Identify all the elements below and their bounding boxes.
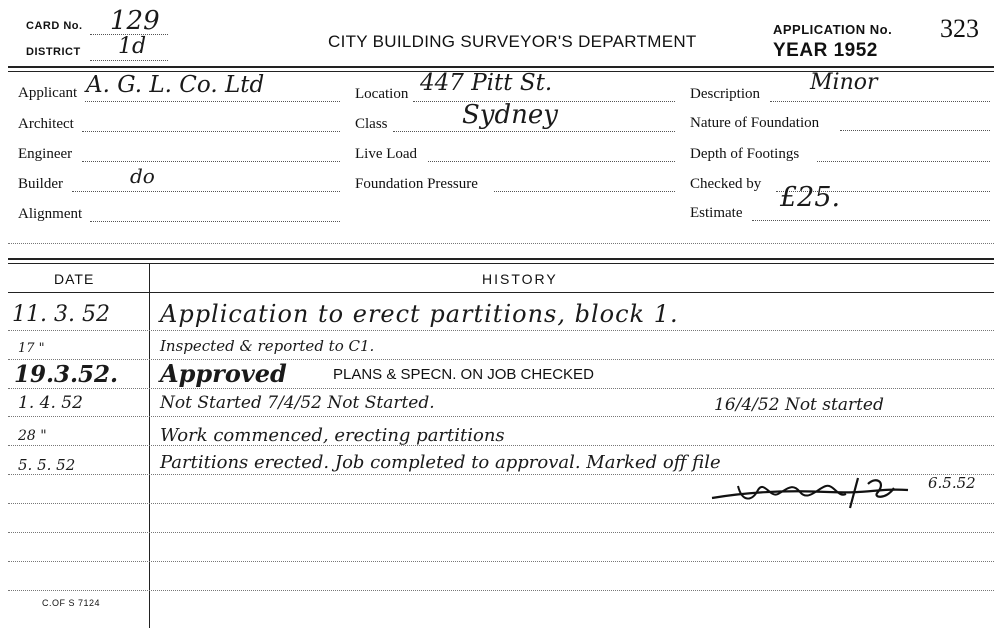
- engineer-label: Engineer: [18, 146, 73, 162]
- live-load-label: Live Load: [355, 146, 418, 162]
- history-date: 28 ": [18, 428, 47, 444]
- application-number: 323: [940, 14, 979, 43]
- history-text: Approved: [160, 359, 287, 388]
- checked-by-label: Checked by: [690, 176, 762, 192]
- applicant-value: A. G. L. Co. Ltd: [86, 72, 265, 98]
- history-date: 1. 4. 52: [18, 393, 83, 413]
- card-no-label: CARD No.: [26, 20, 83, 32]
- architect-label: Architect: [18, 116, 74, 132]
- depth-of-footings-label: Depth of Footings: [690, 146, 800, 162]
- district-label: DISTRICT: [26, 46, 81, 58]
- card-no-value: 129: [110, 6, 160, 36]
- history-column-header: HISTORY: [482, 271, 558, 287]
- builder-value: do: [130, 164, 155, 188]
- history-date: 11. 3. 52: [12, 302, 110, 327]
- history-text: Application to erect partitions, block 1.: [160, 300, 679, 328]
- nature-of-foundation-label: Nature of Foundation: [690, 115, 820, 131]
- description-label: Description: [690, 86, 760, 102]
- history-text-extra: 16/4/52 Not started: [714, 395, 884, 415]
- approval-stamp: PLANS & SPECN. ON JOB CHECKED: [333, 366, 594, 383]
- description-value: Minor: [810, 70, 878, 95]
- year: YEAR 1952: [773, 40, 878, 61]
- history-text: Inspected & reported to C1.: [160, 337, 375, 355]
- location-label: Location: [355, 86, 409, 102]
- class-value: Sydney: [462, 100, 558, 130]
- signature-icon: [708, 468, 938, 514]
- history-date: 17 ": [18, 341, 45, 356]
- history-text: Partitions erected. Job completed to approval. Marked off file: [160, 452, 721, 473]
- estimate-label: Estimate: [690, 205, 743, 221]
- department-title: CITY BUILDING SURVEYOR'S DEPARTMENT: [328, 32, 697, 51]
- foundation-pressure-label: Foundation Pressure: [355, 176, 478, 192]
- date-column-header: DATE: [54, 271, 95, 287]
- location-value: 447 Pitt St.: [420, 70, 553, 96]
- class-label: Class: [355, 116, 388, 132]
- signature-date: 6.5.52: [928, 474, 976, 492]
- applicant-label: Applicant: [18, 85, 78, 101]
- alignment-label: Alignment: [18, 206, 83, 222]
- form-code: C.OF S 7124: [42, 598, 101, 608]
- history-date: 5. 5. 52: [18, 456, 76, 474]
- application-no-label: APPLICATION No.: [773, 22, 893, 37]
- history-text: Not Started 7/4/52 Not Started.: [160, 393, 435, 413]
- history-text: Work commenced, erecting partitions: [160, 425, 505, 446]
- builder-label: Builder: [18, 176, 63, 192]
- history-date: 19.3.52.: [14, 361, 119, 388]
- estimate-value: £25.: [780, 182, 841, 213]
- district-value: 1d: [118, 34, 147, 59]
